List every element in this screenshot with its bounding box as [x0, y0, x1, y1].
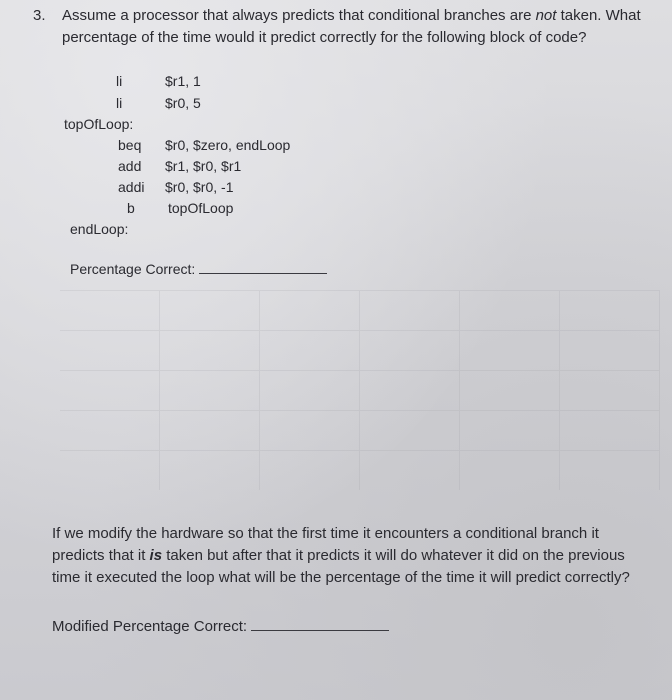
code-label-endloop: endLoop:: [70, 221, 129, 237]
percentage-correct-label: Percentage Correct:: [70, 261, 196, 277]
code-mnemonic: b: [127, 200, 135, 216]
code-operands: $r0, $r0, -1: [165, 179, 234, 195]
question-emphasis-not: not: [535, 7, 557, 24]
followup-line-2: [52, 546, 625, 566]
code-label-topofloop: topOfLoop:: [64, 116, 134, 132]
followup-emphasis-is: is: [149, 547, 163, 564]
followup-text-b: taken but after that it predicts it will do whatever it did on the previous: [162, 547, 625, 564]
modified-percentage-label: Modified Percentage Correct:: [52, 618, 248, 635]
question-line-2: percentage of the time would it predict correctly for the following block of code?: [62, 29, 587, 46]
show-through-grid: [60, 290, 660, 490]
code-mnemonic: li: [116, 73, 123, 89]
modified-percentage-row: [52, 616, 389, 637]
question-line-1: [62, 6, 641, 26]
percentage-correct-blank[interactable]: [199, 259, 327, 274]
question-text-a: Assume a processor that always predicts that conditional branches are: [62, 7, 536, 24]
followup-line-1: If we modify the hardware so that the first time it encounters a conditional branch it: [52, 525, 599, 542]
question-text-b: taken. What: [556, 7, 641, 24]
code-operands: $r0, 5: [165, 95, 201, 111]
followup-text-a: predicts that it: [52, 547, 150, 564]
code-operands: $r0, $zero, endLoop: [165, 137, 291, 153]
followup-line-3: time it executed the loop what will be the percentage of the time it will predict correctly?: [52, 569, 630, 586]
code-operands: topOfLoop: [168, 200, 234, 216]
percentage-correct-row: [70, 259, 327, 279]
code-mnemonic: beq: [118, 137, 142, 153]
code-operands: $r1, 1: [165, 73, 201, 89]
code-mnemonic: add: [118, 158, 142, 174]
question-number: 3.: [33, 7, 46, 24]
code-operands: $r1, $r0, $r1: [165, 158, 242, 174]
code-mnemonic: li: [116, 95, 123, 111]
modified-percentage-blank[interactable]: [251, 616, 389, 631]
code-mnemonic: addi: [118, 179, 145, 195]
